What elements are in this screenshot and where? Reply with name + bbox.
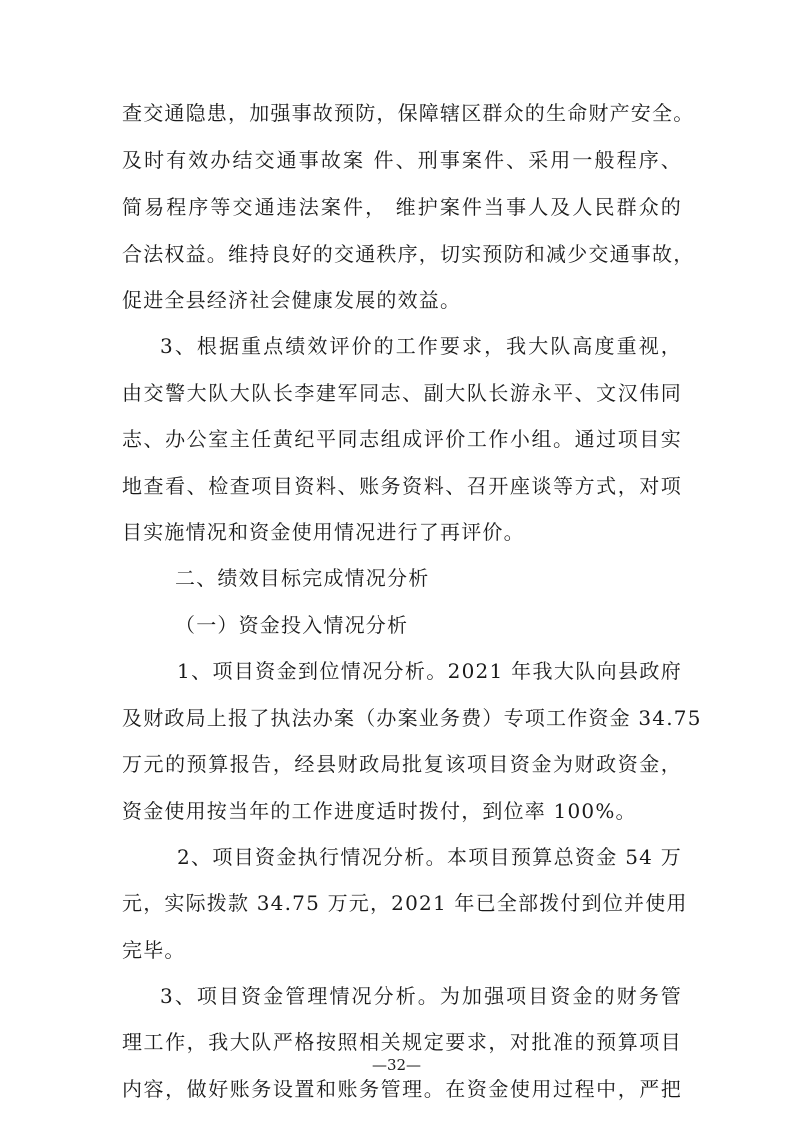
- paragraph-line: 合法权益。维持良好的交通秩序，切实预防和减少交通事故，: [122, 242, 695, 266]
- paragraph-line: 3、项目资金管理情况分析。为加强项目资金的财务管: [160, 984, 682, 1008]
- paragraph-line: 及时有效办结交通事故案 件、刑事案件、采用一般程序、: [122, 148, 682, 172]
- paragraph-line: 1、项目资金到位情况分析。2021 年我大队向县政府: [177, 659, 682, 683]
- subsection-heading: （一）资金投入情况分析: [175, 613, 409, 637]
- page-number: —32—: [371, 1056, 422, 1074]
- paragraph-line: 志、办公室主任黄纪平同志组成评价工作小组。通过项目实: [122, 427, 682, 451]
- paragraph-line: 目实施情况和资金使用情况进行了再评价。: [122, 520, 525, 544]
- paragraph-line: 简易程序等交通违法案件， 维护案件当事人及人民群众的: [122, 195, 682, 219]
- paragraph-line: 资金使用按当年的工作进度适时拨付，到位率 100%。: [122, 799, 637, 823]
- paragraph-line: 由交警大队大队长李建军同志、副大队长游永平、文汉伟同: [122, 381, 682, 405]
- section-heading: 二、绩效目标完成情况分析: [175, 566, 430, 590]
- paragraph-line: 元，实际拨款 34.75 万元，2021 年已全部拨付到位并使用: [122, 891, 688, 915]
- paragraph-line: 内容，做好账务设置和账务管理。在资金使用过程中，严把: [122, 1077, 682, 1101]
- paragraph-line: 万元的预算报告，经县财政局批复该项目资金为财政资金，: [122, 752, 682, 776]
- paragraph-line: 地查看、检查项目资料、账务资料、召开座谈等方式，对项: [122, 474, 682, 498]
- paragraph-line: 及财政局上报了执法办案（办案业务费）专项工作资金 34.75: [122, 706, 702, 730]
- paragraph-line: 3、根据重点绩效评价的工作要求，我大队高度重视，: [160, 334, 682, 358]
- paragraph-line: 理工作，我大队严格按照相关规定要求，对批准的预算项目: [122, 1030, 682, 1054]
- paragraph-line: 查交通隐患，加强事故预防，保障辖区群众的生命财产安全。: [122, 101, 695, 125]
- paragraph-line: 促进全县经济社会健康发展的效益。: [122, 288, 462, 312]
- paragraph-line: 完毕。: [122, 938, 186, 962]
- paragraph-line: 2、项目资金执行情况分析。本项目预算总资金 54 万: [177, 845, 682, 869]
